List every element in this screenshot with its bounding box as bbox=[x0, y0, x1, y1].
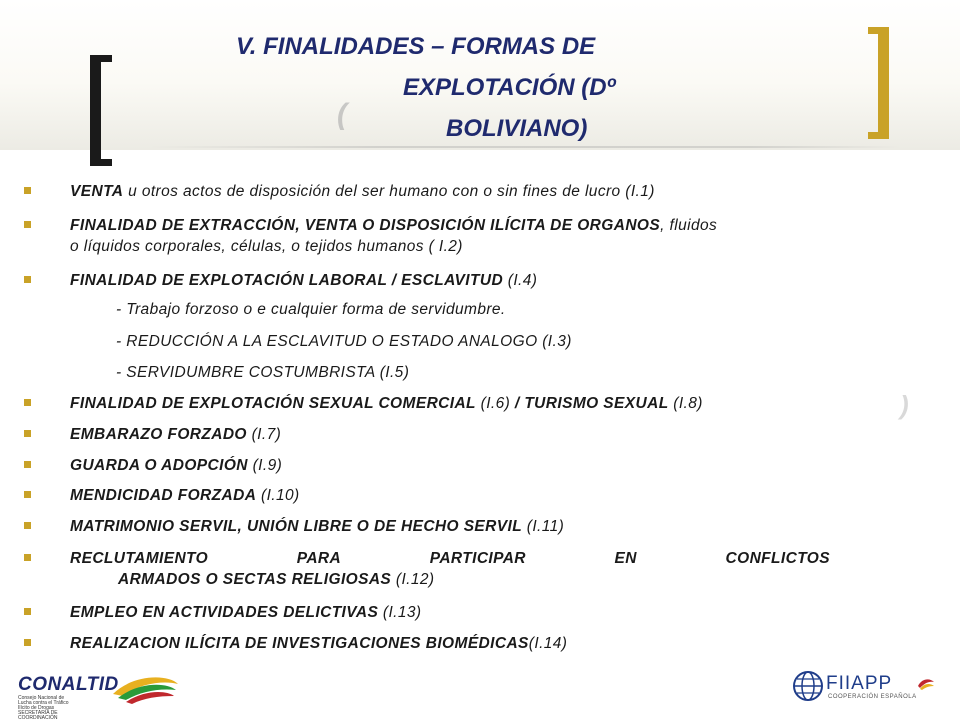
list-item bbox=[70, 455, 930, 476]
bullet-icon bbox=[24, 430, 31, 437]
fiiapp-logo-subtitle: COOPERACIÓN ESPAÑOLA bbox=[828, 694, 917, 700]
sub-item bbox=[116, 331, 916, 352]
item-text: (I.14) bbox=[528, 635, 568, 652]
conaltid-logo-subtitle: Consejo Nacional de Lucha contra el Tráfico Ilícito de Drogas SECRETARÍA DE COORDINACIÓN bbox=[18, 695, 69, 721]
list-item bbox=[70, 215, 930, 257]
bullet-icon bbox=[24, 399, 31, 406]
slide-title-line-1: V. FINALIDADES – FORMAS DE bbox=[236, 33, 596, 60]
item-bold-text: FINALIDAD DE EXPLOTACIÓN SEXUAL COMERCIAL bbox=[70, 395, 476, 412]
item-text: (I.6) bbox=[475, 395, 515, 412]
item-text: (I.7) bbox=[246, 426, 282, 443]
item-bold-text: MATRIMONIO SERVIL, UNIÓN LIBRE O DE HECHO SERVIL bbox=[70, 518, 523, 535]
item-bold-text: FINALIDAD DE EXPLOTACIÓN LABORAL / ESCLAVITUD bbox=[70, 272, 504, 289]
spanish-cooperation-icon bbox=[916, 676, 936, 692]
item-text: (I.10) bbox=[256, 487, 300, 504]
bullet-icon bbox=[24, 221, 31, 228]
item-word: RECLUTAMIENTO bbox=[70, 550, 209, 567]
item-bold-text: EMPLEO EN ACTIVIDADES DELICTIVAS bbox=[70, 604, 379, 621]
item-text-continuation: o líquidos corporales, células, o tejidos humanos ( I.2) bbox=[70, 238, 463, 255]
item-bold-text: MENDICIDAD FORZADA bbox=[70, 487, 257, 504]
list-item bbox=[70, 602, 930, 623]
list-item bbox=[70, 548, 930, 590]
item-bold-text: REALIZACION ILÍCITA DE INVESTIGACIONES BIOMÉDICAS bbox=[70, 635, 529, 652]
item-word: CONFLICTOS bbox=[725, 550, 830, 567]
bullet-icon bbox=[24, 276, 31, 283]
bullet-icon bbox=[24, 491, 31, 498]
item-text: u otros actos de disposición del ser humano con o sin fines de lucro (I.1) bbox=[123, 183, 655, 200]
item-text-2: (I.12) bbox=[391, 571, 435, 588]
bullet-icon bbox=[24, 608, 31, 615]
list-item bbox=[70, 633, 930, 654]
list-item bbox=[70, 424, 930, 445]
item-bold-text-2: ARMADOS O SECTAS RELIGIOSAS bbox=[118, 571, 392, 588]
globe-icon bbox=[792, 670, 824, 702]
bullet-icon bbox=[24, 639, 31, 646]
item-bold-text-2: / TURISMO SEXUAL bbox=[514, 395, 669, 412]
sub-item-text: - Trabajo forzoso o e cualquier forma de servidumbre. bbox=[116, 301, 506, 318]
list-item bbox=[70, 516, 930, 537]
bullet-icon bbox=[24, 554, 31, 561]
item-word: PARTICIPAR bbox=[429, 550, 526, 567]
sub-item bbox=[116, 299, 916, 320]
item-text-2: (I.8) bbox=[668, 395, 703, 412]
decorative-paren-left: ( bbox=[337, 98, 347, 131]
item-bold-text: FINALIDAD DE EXTRACCIÓN, VENTA O DISPOSICIÓN ILÍCITA DE ORGANOS bbox=[70, 217, 661, 234]
bullet-icon bbox=[24, 522, 31, 529]
item-text: (I.13) bbox=[378, 604, 422, 621]
list-item bbox=[70, 181, 930, 202]
list-item bbox=[70, 485, 930, 506]
bullet-icon bbox=[24, 461, 31, 468]
slide-title-line-2: EXPLOTACIÓN (Dº bbox=[403, 74, 616, 101]
item-justified-line bbox=[70, 548, 830, 569]
list-item bbox=[70, 393, 930, 414]
item-text: (I.11) bbox=[522, 518, 565, 535]
sub-item-text: - SERVIDUMBRE COSTUMBRISTA (I.5) bbox=[116, 364, 410, 381]
sub-item bbox=[116, 362, 916, 383]
list-item bbox=[70, 270, 930, 291]
fiiapp-logo bbox=[792, 666, 942, 706]
item-bold-text: GUARDA O ADOPCIÓN bbox=[70, 457, 248, 474]
item-bold-text: VENTA bbox=[70, 183, 124, 200]
item-bold-text: EMBARAZO FORZADO bbox=[70, 426, 247, 443]
item-text: , fluidos bbox=[660, 217, 718, 234]
item-word: PARA bbox=[296, 550, 342, 567]
conaltid-logo-text: CONALTID bbox=[18, 674, 119, 695]
item-text: (I.9) bbox=[247, 457, 283, 474]
item-word: EN bbox=[614, 550, 637, 567]
sub-item-text: - REDUCCIÓN A LA ESCLAVITUD O ESTADO ANALOGO (I.3) bbox=[116, 333, 572, 350]
bullet-icon bbox=[24, 187, 31, 194]
slide-title-line-3: BOLIVIANO) bbox=[446, 115, 588, 142]
decorative-paren-right: ) bbox=[900, 390, 909, 420]
item-text: (I.4) bbox=[503, 272, 538, 289]
fiiapp-logo-text: FIIAPP bbox=[826, 673, 893, 694]
conaltid-logo bbox=[18, 672, 178, 721]
